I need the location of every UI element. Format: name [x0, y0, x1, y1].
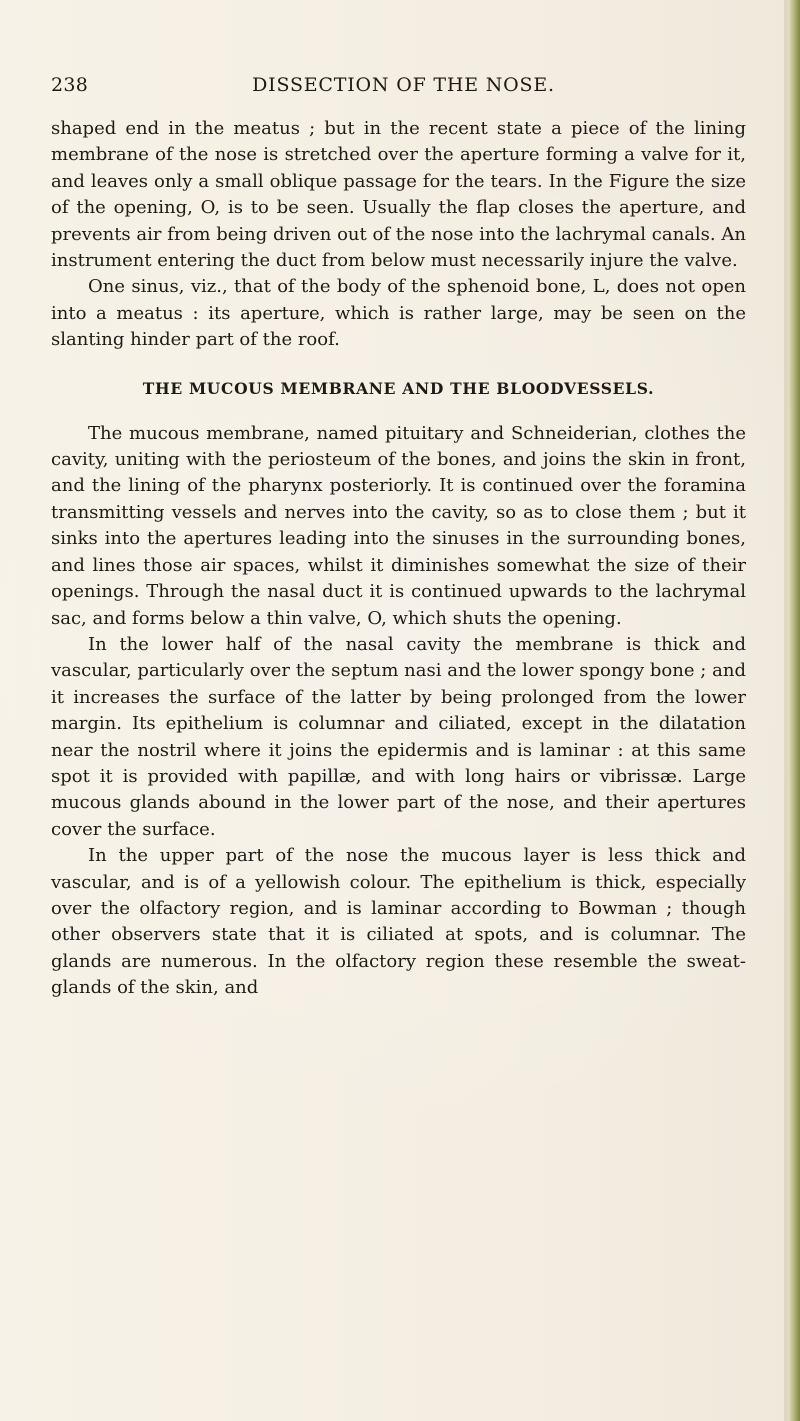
page-edge — [788, 0, 800, 1421]
page-content — [51, 116, 746, 1002]
paragraph-3: The mucous membrane, named pituitary and Schneiderian, clothes the cavity, uniting with the periosteum of the bones, and joins the skin in front, and the lining of the pharynx posteriorly. It is continued over the foramina transmitting vessels and nerves into the cavity, so as to close them ; but it sinks into the apertures leading into the sinuses in the surrounding bones, and lines those air spaces, whilst it diminishes somewhat the size of their openings. Through the nasal duct it is continued upwards to the lachrymal sac, and forms below a thin valve, O, which shuts the opening. — [51, 422, 746, 629]
page-number: 238 — [51, 74, 89, 96]
paragraph-2: One sinus, viz., that of the body of the sphenoid bone, L, does not open into a meatus : its aperture, which is rather large, may be seen on the slanting hinder part of the roof. — [51, 276, 746, 351]
section-spacer-top — [51, 354, 746, 378]
section-heading: THE MUCOUS MEMBRANE AND THE BLOODVESSELS. — [142, 378, 655, 398]
paragraph-5: In the upper part of the nose the mucous layer is less thick and vascular, and is of a yellowish colour. The epithelium is thick, especially over the olfactory region, and is laminar according to Bowman ; though other observers state that it is ciliated at spots, and is columnar. The glands are numerous. In the olfactory region these resemble the sweat-glands of the skin, and — [51, 845, 746, 999]
paragraph-1: shaped end in the meatus ; but in the recent state a piece of the lining membrane of the nose is stretched over the aperture forming a valve for it, and leaves only a small oblique passage for the tears. In the Figure the size of the opening, O, is to be seen. Usually the flap closes the aperture, and prevents air from being driven out of the nose into the lachrymal canals. An instrument entering the duct from below must necessarily injure the valve. — [51, 118, 746, 272]
paragraph-4: In the lower half of the nasal cavity the membrane is thick and vascular, particularly over the septum nasi and the lower spongy bone ; and it increases the surface of the latter by being prolonged from the lower margin. Its epithelium is columnar and ciliated, except in the dilatation near the nostril where it joins the epidermis and is laminar : at this same spot it is provided with papillæ, and with long hairs or vibrissæ. Large mucous glands abound in the lower part of the nose, and their apertures cover the surface. — [51, 633, 746, 840]
running-head: DISSECTION OF THE NOSE. — [252, 74, 555, 96]
page-header — [51, 74, 756, 104]
section-spacer-bottom — [51, 400, 746, 421]
